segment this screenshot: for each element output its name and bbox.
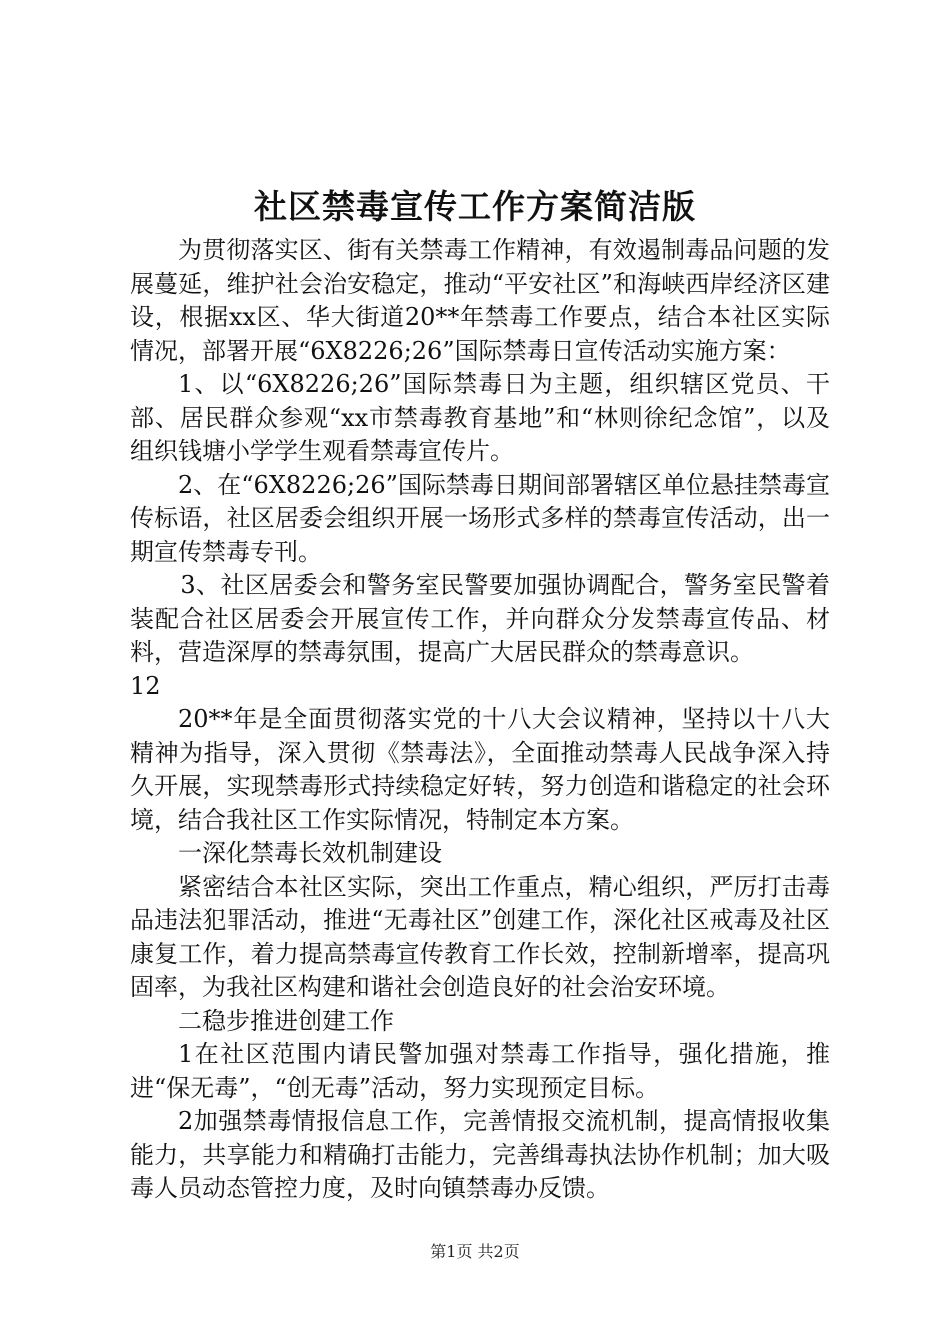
- paragraph-section-2-item-2: 2加强禁毒情报信息工作，完善情报交流机制，提高情报收集能力，共享能力和精确打击能力，完善缉毒执法协作机制；加大吸毒人员动态管控力度，及时向镇禁毒办反馈。: [130, 1107, 830, 1202]
- paragraph-section-2-item-1: 1在社区范围内请民警加强对禁毒工作指导，强化措施，推进“保无毒”，“创无毒”活动，努力实现预定目标。: [130, 1040, 830, 1102]
- paragraph-section-1: 紧密结合本社区实际，突出工作重点，精心组织，严厉打击毒品违法犯罪活动，推进“无毒社区”创建工作，深化社区戒毒及社区康复工作，着力提高禁毒宣传教育工作长效，控制新增率，提高巩固率，为我社区构建和谐社会创造良好的社会治安环境。: [130, 872, 830, 1001]
- section-heading-1: 一深化禁毒长效机制建设: [178, 839, 442, 867]
- paragraph-item-2: 2、在“6X8226;26”国际禁毒日期间部署辖区单位悬挂禁毒宣传标语，社区居委会组织开展一场形式多样的禁毒宣传活动，出一期宣传禁毒专刊。: [130, 470, 830, 566]
- page-footer: 第1页 共2页: [430, 1242, 520, 1261]
- document-body: [130, 234, 830, 1206]
- document-title: 社区禁毒宣传工作方案简洁版: [254, 187, 696, 226]
- paragraph-item-1: 1、以“6X8226;26”国际禁毒日为主题，组织辖区党员、干部、居民群众参观“xx市禁毒教育基地”和“林则徐纪念馆”，以及组织钱塘小学学生观看禁毒宣传片。: [130, 370, 830, 465]
- section-heading-2: 二稳步推进创建工作: [178, 1006, 394, 1035]
- paragraph-intro: 为贯彻落实区、街有关禁毒工作精神，有效遏制毒品问题的发展蔓延，维护社会治安稳定，推动“平安社区”和海峡西岸经济区建设，根据xx区、华大街道20**年禁毒工作要点，结合本社区实际情况，部署开展“6X8226;26”国际禁毒日宣传活动实施方案：: [130, 236, 830, 365]
- paragraph-plan-intro: 20**年是全面贯彻落实党的十八大会议精神，坚持以十八大精神为指导，深入贯彻《禁毒法》，全面推动禁毒人民战争深入持久开展，实现禁毒形式持续稳定好转，努力创造和谐稳定的社会环境，结合我社区工作实际情况，特制定本方案。: [130, 705, 830, 834]
- paragraph-number: 12: [130, 671, 161, 700]
- paragraph-item-3: 3、社区居委会和警务室民警要加强协调配合，警务室民警着装配合社区居委会开展宣传工作，并向群众分发禁毒宣传品、材料，营造深厚的禁毒氛围，提高广大居民群众的禁毒意识。: [130, 571, 830, 666]
